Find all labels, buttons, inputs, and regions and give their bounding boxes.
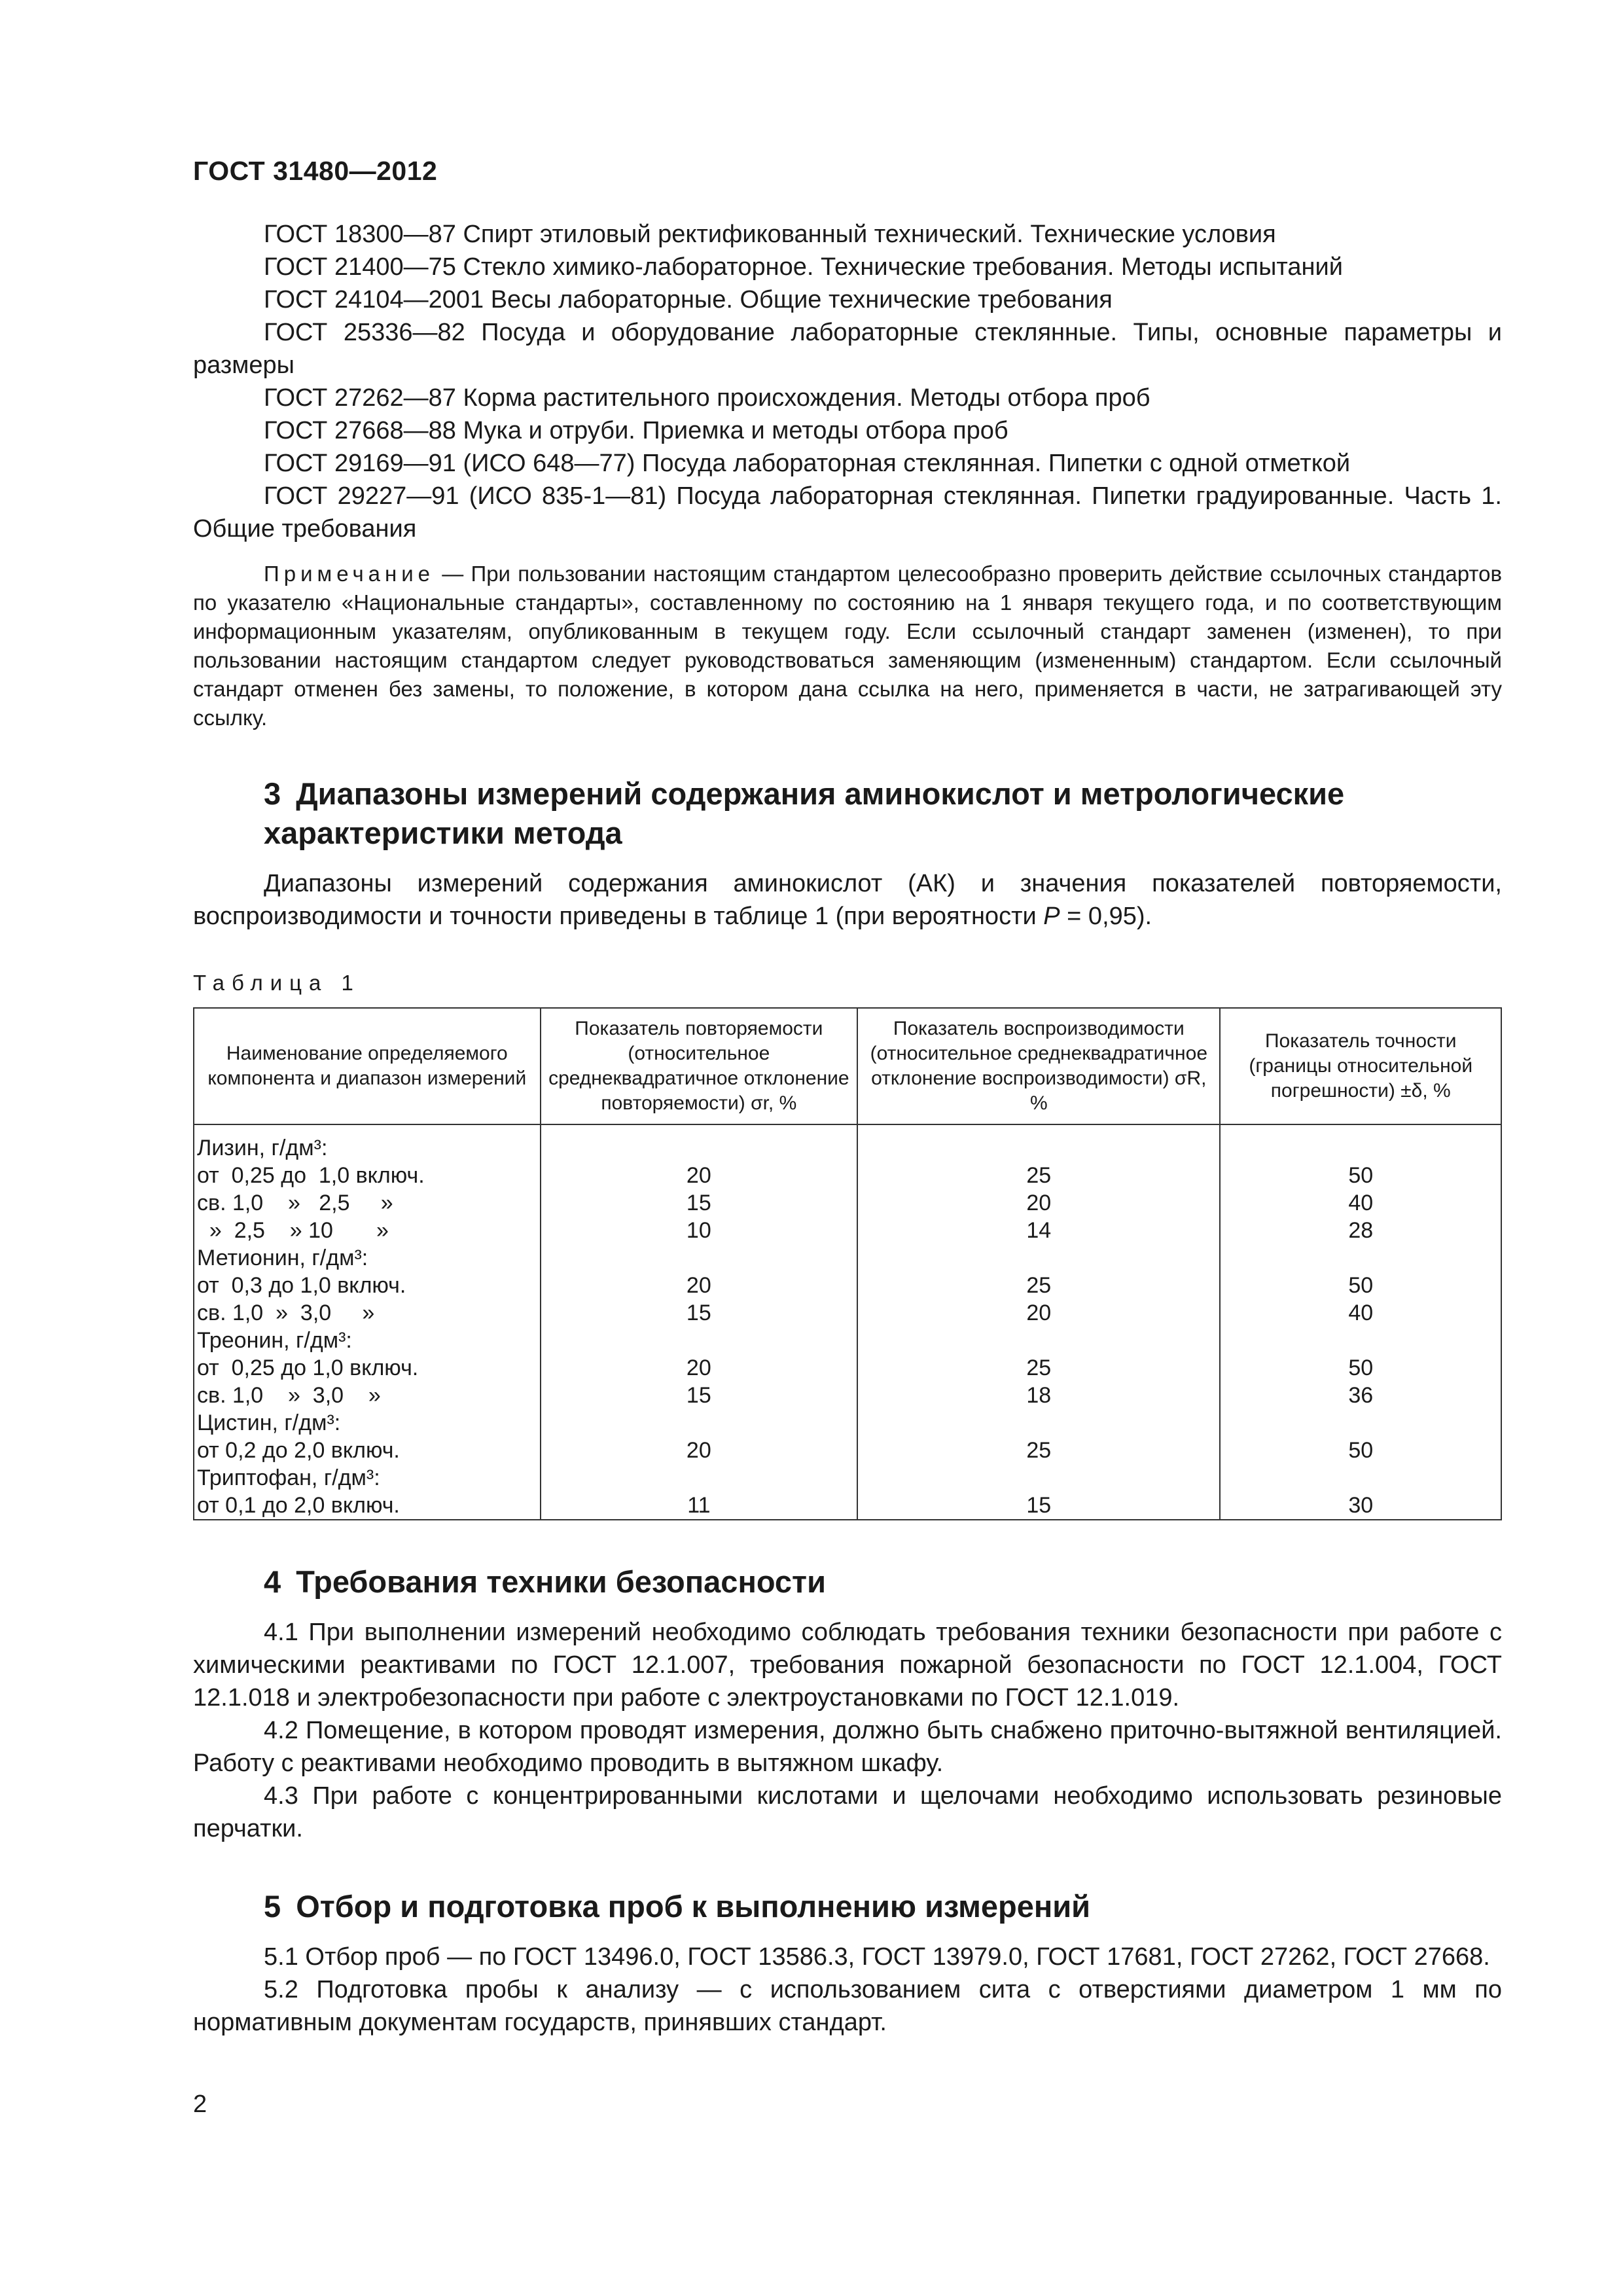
reproducibility-cell <box>857 1409 1220 1437</box>
table-row <box>194 1492 1501 1520</box>
accuracy-cell <box>1220 1327 1501 1354</box>
component-cell: св. 1,0 » 3,0 » <box>194 1299 541 1327</box>
note-label: Примечание <box>264 562 435 586</box>
paragraph-text: = 0,95). <box>1060 903 1152 930</box>
repeatability-cell <box>541 1327 858 1354</box>
table-row <box>194 1124 1501 1162</box>
component-cell: от 0,25 до 1,0 включ. <box>194 1354 541 1382</box>
reference-item: ГОСТ 18300—87 Спирт этиловый ректификованный технический. Технические условия <box>264 221 1276 248</box>
reference-item: ГОСТ 29227—91 (ИСО 835-1—81) Посуда лабораторная стеклянная. Пипетки градуированные. Часть 1. Общие требования <box>193 482 1502 543</box>
repeatability-cell: 15 <box>541 1299 858 1327</box>
table-body <box>194 1124 1501 1520</box>
section-title: Требования техники безопасности <box>296 1564 826 1599</box>
accuracy-cell <box>1220 1464 1501 1492</box>
reproducibility-cell: 25 <box>857 1437 1220 1464</box>
component-cell: Цистин, г/дм³: <box>194 1409 541 1437</box>
reference-item: ГОСТ 27262—87 Корма растительного происхождения. Методы отбора проб <box>264 384 1150 412</box>
accuracy-cell: 50 <box>1220 1437 1501 1464</box>
page-number: 2 <box>193 2090 207 2118</box>
component-cell: Лизин, г/дм³: <box>194 1124 541 1162</box>
reproducibility-cell <box>857 1124 1220 1162</box>
table-caption: Таблица 1 <box>193 971 361 995</box>
section-number: 5 <box>264 1889 281 1924</box>
table-row <box>194 1299 1501 1327</box>
accuracy-cell: 50 <box>1220 1162 1501 1189</box>
component-cell: Метионин, г/дм³: <box>194 1244 541 1272</box>
repeatability-cell <box>541 1244 858 1272</box>
table-row <box>194 1244 1501 1272</box>
header-repeatability: Показатель повторяемости (относительное среднеквадратичное отклонение повторяемости) σr, % <box>541 1008 858 1124</box>
repeatability-cell: 10 <box>541 1217 858 1244</box>
repeatability-cell: 20 <box>541 1162 858 1189</box>
reference-item: ГОСТ 24104—2001 Весы лабораторные. Общие технические требования <box>264 286 1113 314</box>
table-row <box>194 1327 1501 1354</box>
table-row <box>194 1382 1501 1409</box>
component-cell: » 2,5 » 10 » <box>194 1217 541 1244</box>
repeatability-cell <box>541 1409 858 1437</box>
component-cell: св. 1,0 » 3,0 » <box>194 1382 541 1409</box>
component-cell: св. 1,0 » 2,5 » <box>194 1189 541 1217</box>
accuracy-cell: 50 <box>1220 1272 1501 1299</box>
section-4-paragraph: 4.3 При работе с концентрированными кислотами и щелочами необходимо использовать резиновые перчатки. <box>193 1782 1502 1842</box>
table-header-row <box>194 1008 1501 1124</box>
table-row <box>194 1217 1501 1244</box>
reproducibility-cell: 20 <box>857 1299 1220 1327</box>
component-cell: Треонин, г/дм³: <box>194 1327 541 1354</box>
table-row <box>194 1354 1501 1382</box>
accuracy-cell: 40 <box>1220 1299 1501 1327</box>
section-number: 4 <box>264 1564 281 1599</box>
document-header: ГОСТ 31480—2012 <box>193 156 438 186</box>
reproducibility-cell: 25 <box>857 1162 1220 1189</box>
reproducibility-cell: 14 <box>857 1217 1220 1244</box>
table-row <box>194 1272 1501 1299</box>
reproducibility-cell <box>857 1327 1220 1354</box>
component-cell: от 0,25 до 1,0 включ. <box>194 1162 541 1189</box>
reproducibility-cell: 15 <box>857 1492 1220 1520</box>
table-row <box>194 1409 1501 1437</box>
repeatability-cell <box>541 1124 858 1162</box>
accuracy-cell <box>1220 1244 1501 1272</box>
metrology-table <box>193 1007 1502 1520</box>
section-number: 3 <box>264 776 281 811</box>
section-3-paragraph <box>193 867 1502 933</box>
normative-references <box>193 218 1502 545</box>
repeatability-cell <box>541 1464 858 1492</box>
accuracy-cell <box>1220 1124 1501 1162</box>
header-component: Наименование определяемого компонента и диапазон измерений <box>194 1008 541 1124</box>
section-title: Диапазоны измерений содержания аминокислот и метрологические характеристики метода <box>264 776 1345 850</box>
accuracy-cell <box>1220 1409 1501 1437</box>
table-row <box>194 1464 1501 1492</box>
table-row <box>194 1189 1501 1217</box>
component-cell: от 0,3 до 1,0 включ. <box>194 1272 541 1299</box>
probability-variable: P <box>1043 903 1060 930</box>
reproducibility-cell: 25 <box>857 1354 1220 1382</box>
section-4-paragraph: 4.2 Помещение, в котором проводят измерения, должно быть снабжено приточно-вытяжной вентиляцией. Работу с реактивами необходимо проводить в вытяжном шкафу. <box>193 1717 1502 1777</box>
accuracy-cell: 40 <box>1220 1189 1501 1217</box>
repeatability-cell: 20 <box>541 1354 858 1382</box>
section-3-heading <box>193 774 1502 853</box>
section-4-paragraph: 4.1 При выполнении измерений необходимо соблюдать требования техники безопасности при работе с химическими реактивами по ГОСТ 12.1.007, требования пожарной безопасности по ГОСТ 12.1.004, ГОСТ 12.1.018 и электробезопасности при работе с электроустановками по ГОСТ 12.1.019. <box>193 1619 1502 1712</box>
repeatability-cell: 15 <box>541 1189 858 1217</box>
reproducibility-cell: 20 <box>857 1189 1220 1217</box>
header-accuracy: Показатель точности (границы относительной погрешности) ±δ, % <box>1220 1008 1501 1124</box>
reproducibility-cell <box>857 1464 1220 1492</box>
section-title: Отбор и подготовка проб к выполнению измерений <box>296 1889 1091 1924</box>
accuracy-cell: 36 <box>1220 1382 1501 1409</box>
repeatability-cell: 11 <box>541 1492 858 1520</box>
paragraph-text: Диапазоны измерений содержания аминокислот (АК) и значения показателей повторяемости, воспроизводимости и точности приведены в таблице 1 (при вероятности <box>193 870 1502 930</box>
repeatability-cell: 20 <box>541 1272 858 1299</box>
section-4-heading <box>193 1562 1502 1602</box>
accuracy-cell: 28 <box>1220 1217 1501 1244</box>
component-cell: от 0,2 до 2,0 включ. <box>194 1437 541 1464</box>
accuracy-cell: 50 <box>1220 1354 1501 1382</box>
reference-item: ГОСТ 25336—82 Посуда и оборудование лабораторные стеклянные. Типы, основные параметры и размеры <box>193 319 1502 379</box>
reproducibility-cell <box>857 1244 1220 1272</box>
section-5-heading <box>193 1887 1502 1926</box>
header-reproducibility: Показатель воспроизводимости (относительное среднеквадратичное отклонение воспроизводимости) σR, % <box>857 1008 1220 1124</box>
note-paragraph <box>193 560 1502 732</box>
section-5-paragraph: 5.1 Отбор проб — по ГОСТ 13496.0, ГОСТ 13586.3, ГОСТ 13979.0, ГОСТ 17681, ГОСТ 27262, ГОСТ 27668. <box>264 1943 1490 1971</box>
table-row <box>194 1437 1501 1464</box>
component-cell: от 0,1 до 2,0 включ. <box>194 1492 541 1520</box>
table-row <box>194 1162 1501 1189</box>
component-cell: Триптофан, г/дм³: <box>194 1464 541 1492</box>
reproducibility-cell: 25 <box>857 1272 1220 1299</box>
repeatability-cell: 15 <box>541 1382 858 1409</box>
reproducibility-cell: 18 <box>857 1382 1220 1409</box>
reference-item: ГОСТ 29169—91 (ИСО 648—77) Посуда лабораторная стеклянная. Пипетки с одной отметкой <box>264 450 1351 477</box>
repeatability-cell: 20 <box>541 1437 858 1464</box>
note-text: — При пользовании настоящим стандартом целесообразно проверить действие ссылочных стандартов по указателю «Национальные стандарты», составленному по состоянию на 1 января текущего года, и по соответствующим информационным указателям, опубликованным в текущем году. Если ссылочный стандарт заменен (изменен), то при пользовании настоящим стандартом следует руководствоваться заменяющим (измененным) стандартом. Если ссылочный стандарт отменен без замены, то положение, в котором дана ссылка на него, применяется в части, не затрагивающей эту ссылку. <box>193 562 1502 730</box>
reference-item: ГОСТ 27668—88 Мука и отруби. Приемка и методы отбора проб <box>264 417 1008 444</box>
section-5-paragraph: 5.2 Подготовка пробы к анализу — с использованием сита с отверстиями диаметром 1 мм по нормативным документам государств, принявших стандарт. <box>193 1976 1502 2036</box>
accuracy-cell: 30 <box>1220 1492 1501 1520</box>
reference-item: ГОСТ 21400—75 Стекло химико-лабораторное. Технические требования. Методы испытаний <box>264 253 1343 281</box>
document-page <box>193 156 1502 2039</box>
